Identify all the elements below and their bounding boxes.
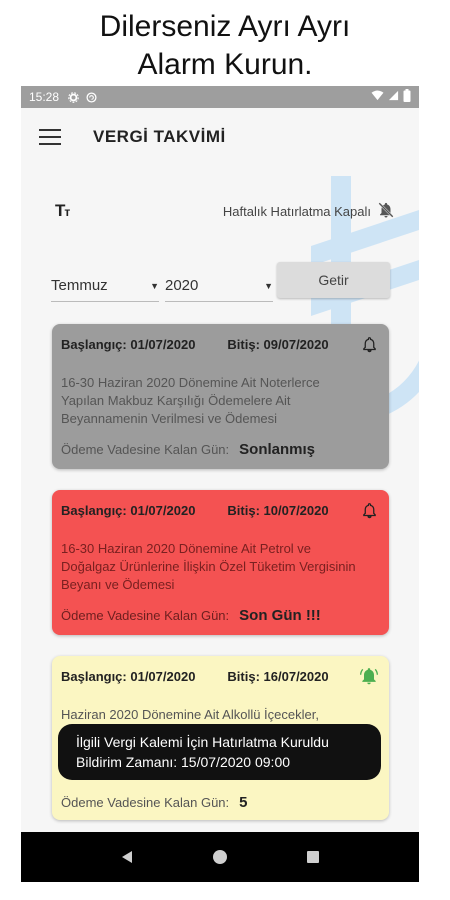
system-nav-bar: [21, 832, 419, 882]
tool-row: [21, 196, 419, 226]
wifi-icon: [371, 90, 384, 104]
due-value: Son Gün !!!: [239, 607, 321, 624]
card-description: Haziran 2020 Dönemine Ait Alkollü İçecekler,: [61, 707, 319, 722]
card-description: 16-30 Haziran 2020 Dönemine Ait Petrol ve Doğalgaz Ürünlerine İlişkin Özel Tüketim Vergisinin Beyanı ve Ödemesi: [61, 541, 356, 592]
fetch-button[interactable]: Getir: [277, 262, 390, 298]
promo-caption: [0, 8, 450, 84]
bell-off-icon: [377, 201, 395, 222]
status-bar: [21, 86, 419, 108]
card-start-date: Başlangıç: 01/07/2020: [61, 502, 196, 518]
caption-line-1: Dilerseniz Ayrı Ayrı: [99, 10, 351, 43]
toast-line-2: Bildirim Zamanı: 15/07/2020 09:00: [76, 754, 291, 770]
card-end-date: Bitiş: 10/07/2020: [227, 502, 329, 518]
chevron-down-icon: ▼: [150, 280, 159, 291]
weekly-reminder-label: Haftalık Hatırlatma Kapalı: [222, 203, 371, 219]
tax-card-last-day[interactable]: [52, 490, 389, 635]
card-end-date: Bitiş: 09/07/2020: [227, 336, 329, 352]
card-due: [61, 441, 315, 458]
status-right-icons: [371, 89, 411, 105]
text-size-icon[interactable]: Tт: [55, 201, 70, 220]
hamburger-icon[interactable]: [39, 129, 61, 145]
phone-screen: [21, 86, 419, 882]
bell-icon[interactable]: [359, 334, 379, 354]
home-icon[interactable]: [210, 847, 230, 867]
circle-icon: [85, 91, 97, 103]
page-title: VERGİ TAKVİMİ: [93, 127, 226, 146]
due-label: Ödeme Vadesine Kalan Gün:: [61, 608, 230, 623]
card-end-date: Bitiş: 16/07/2020: [227, 668, 329, 684]
signal-icon: [388, 90, 399, 104]
recents-icon[interactable]: [303, 847, 323, 867]
caption-line-2: Alarm Kurun.: [137, 48, 313, 81]
card-description: 16-30 Haziran 2020 Dönemine Ait Noterlerce Yapılan Makbuz Karşılığı Ödemelere Ait Beyannamenin Verilmesi ve Ödemesi: [61, 375, 320, 426]
due-label: Ödeme Vadesine Kalan Gün:: [61, 442, 230, 457]
gear-icon: [67, 91, 79, 103]
app-bar: [21, 108, 419, 166]
chevron-down-icon: ▼: [264, 280, 273, 291]
card-start-date: Başlangıç: 01/07/2020: [61, 336, 196, 352]
card-due: [61, 607, 321, 624]
card-due: [61, 794, 248, 811]
back-icon[interactable]: [117, 847, 137, 867]
due-value: Sonlanmış: [239, 441, 316, 458]
month-select[interactable]: [51, 270, 159, 302]
battery-icon: [403, 89, 411, 105]
due-label: Ödeme Vadesine Kalan Gün:: [61, 795, 230, 810]
bell-ringing-icon[interactable]: [359, 666, 379, 686]
card-start-date: Başlangıç: 01/07/2020: [61, 668, 196, 684]
month-value: Temmuz: [51, 277, 108, 294]
due-value: 5: [239, 794, 248, 811]
weekly-reminder-toggle[interactable]: [223, 201, 395, 222]
year-select[interactable]: [165, 270, 273, 302]
reminder-toast: [58, 724, 381, 780]
bell-icon[interactable]: [359, 500, 379, 520]
status-time: 15:28: [29, 90, 60, 104]
toast-line-1: İlgili Vergi Kalemi İçin Hatırlatma Kuruldu: [76, 734, 329, 750]
tax-card-expired[interactable]: [52, 324, 389, 469]
year-value: 2020: [165, 277, 199, 294]
